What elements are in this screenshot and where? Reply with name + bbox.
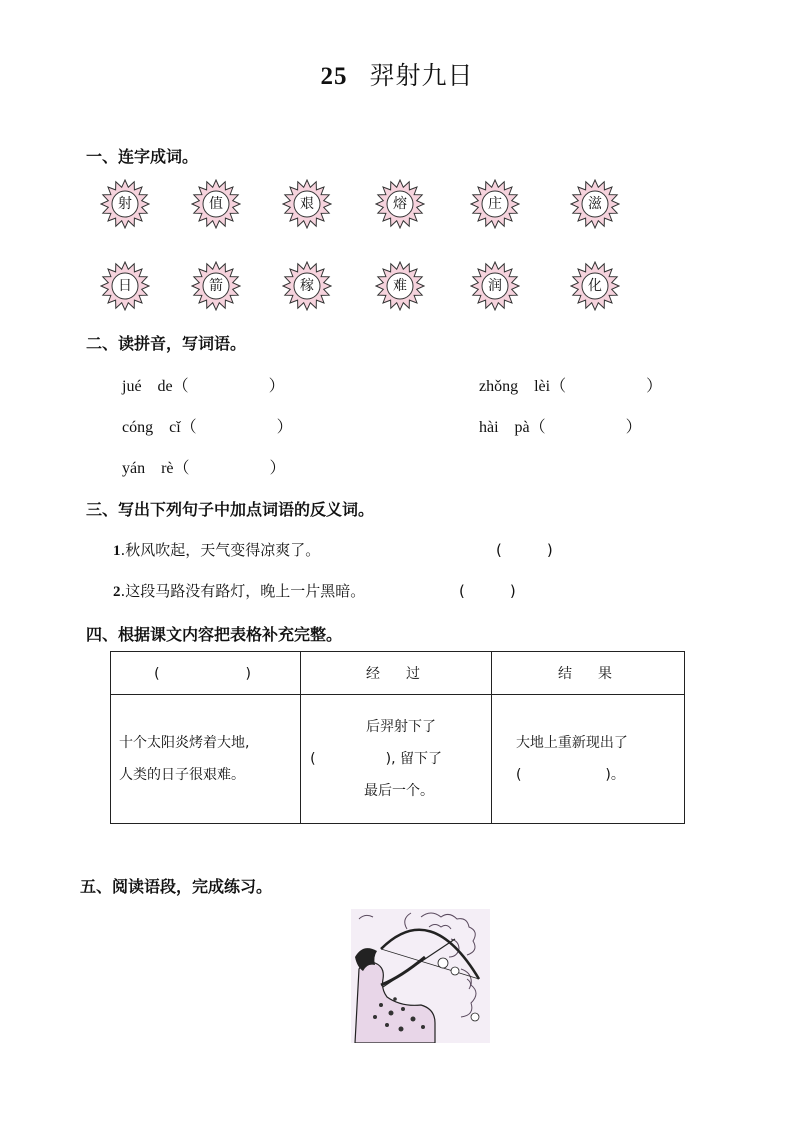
pinyin-text: hài pà	[479, 419, 530, 436]
page-title	[0, 56, 794, 92]
sun-character: 值	[209, 196, 223, 212]
lesson-number: 25	[320, 63, 348, 90]
sun-word-card[interactable]	[470, 261, 520, 311]
pinyin-item	[479, 373, 662, 396]
cell-line-blank[interactable]: ( )。	[515, 767, 625, 783]
answer-blank[interactable]: （ ）	[550, 378, 663, 395]
archer-image	[351, 909, 490, 1043]
sun-word-card[interactable]	[375, 179, 425, 229]
table-row	[111, 695, 685, 824]
antonym-sentence	[113, 539, 320, 560]
sun-character: 化	[588, 278, 602, 294]
cell-line-blank[interactable]: ( ), 留下了	[310, 751, 442, 767]
sun-word-card[interactable]	[191, 261, 241, 311]
sun-word-card[interactable]	[100, 261, 150, 311]
answer-blank[interactable]: （ ）	[173, 460, 286, 477]
header-blank[interactable]: ( )	[111, 652, 301, 695]
sentence-text: .秋风吹起，天气变得凉爽了。	[120, 541, 321, 559]
cell-line: 最后一个。	[364, 783, 435, 799]
header-result: 结 果	[491, 652, 684, 695]
section1-heading: 一、连字成词。	[86, 147, 199, 166]
cell-line: 人类的日子很艰难。	[119, 767, 245, 783]
sun-word-card[interactable]	[470, 179, 520, 229]
pinyin-text: zhǒng lèi	[479, 378, 551, 395]
sun-word-card[interactable]	[100, 179, 150, 229]
sentence-index: 2	[113, 584, 121, 600]
sun-character: 润	[488, 278, 502, 294]
sun-character: 庄	[488, 196, 502, 212]
sun-word-card[interactable]	[282, 179, 332, 229]
table-header-row	[111, 652, 685, 695]
sun-character: 箭	[209, 278, 223, 294]
pinyin-item	[122, 455, 286, 478]
lesson-title: 羿射九日	[369, 61, 474, 90]
section4-heading: 四、根据课文内容把表格补充完整。	[86, 625, 343, 644]
pinyin-item	[122, 414, 293, 437]
cell-line: 十个太阳炎烤着大地,	[119, 735, 250, 751]
cell-result	[491, 695, 684, 824]
cell-line: 大地上重新现出了	[515, 735, 628, 751]
sun-word-card[interactable]	[570, 179, 620, 229]
cell-cause	[111, 695, 301, 824]
sun-character: 难	[393, 278, 407, 294]
cell-line: 后羿射下了	[366, 719, 437, 735]
cell-process	[301, 695, 492, 824]
sun-character: 射	[118, 196, 132, 212]
sun-word-card[interactable]	[375, 261, 425, 311]
pinyin-text: yán rè	[122, 460, 174, 477]
pinyin-item	[479, 414, 642, 437]
pinyin-item	[122, 373, 285, 396]
section5-heading: 五、阅读语段，完成练习。	[80, 877, 273, 896]
sun-character: 艰	[300, 196, 314, 212]
sun-word-card[interactable]	[191, 179, 241, 229]
sun-character: 熔	[393, 196, 407, 212]
sun-character: 稼	[300, 278, 314, 294]
sun-character: 滋	[588, 196, 602, 212]
section2-heading: 二、读拼音，写词语。	[86, 334, 247, 353]
antonym-sentence	[113, 580, 365, 601]
answer-blank[interactable]: （ ）	[529, 419, 642, 436]
sun-word-card[interactable]	[282, 261, 332, 311]
sun-character: 日	[118, 278, 132, 294]
antonym-blank[interactable]: ( )	[459, 582, 516, 600]
sentence-text: .这段马路没有路灯，晚上一片黑暗。	[120, 582, 366, 600]
story-table	[110, 651, 685, 824]
antonym-blank[interactable]: ( )	[496, 541, 553, 559]
sun-word-card[interactable]	[570, 261, 620, 311]
archer-illustration	[351, 909, 490, 1043]
answer-blank[interactable]: （ ）	[172, 378, 285, 395]
answer-blank[interactable]: （ ）	[180, 419, 293, 436]
header-process: 经 过	[301, 652, 492, 695]
pinyin-text: cóng cǐ	[122, 419, 181, 436]
pinyin-text: jué de	[122, 378, 173, 395]
section3-heading: 三、写出下列句子中加点词语的反义词。	[86, 500, 375, 519]
sentence-index: 1	[113, 543, 121, 559]
